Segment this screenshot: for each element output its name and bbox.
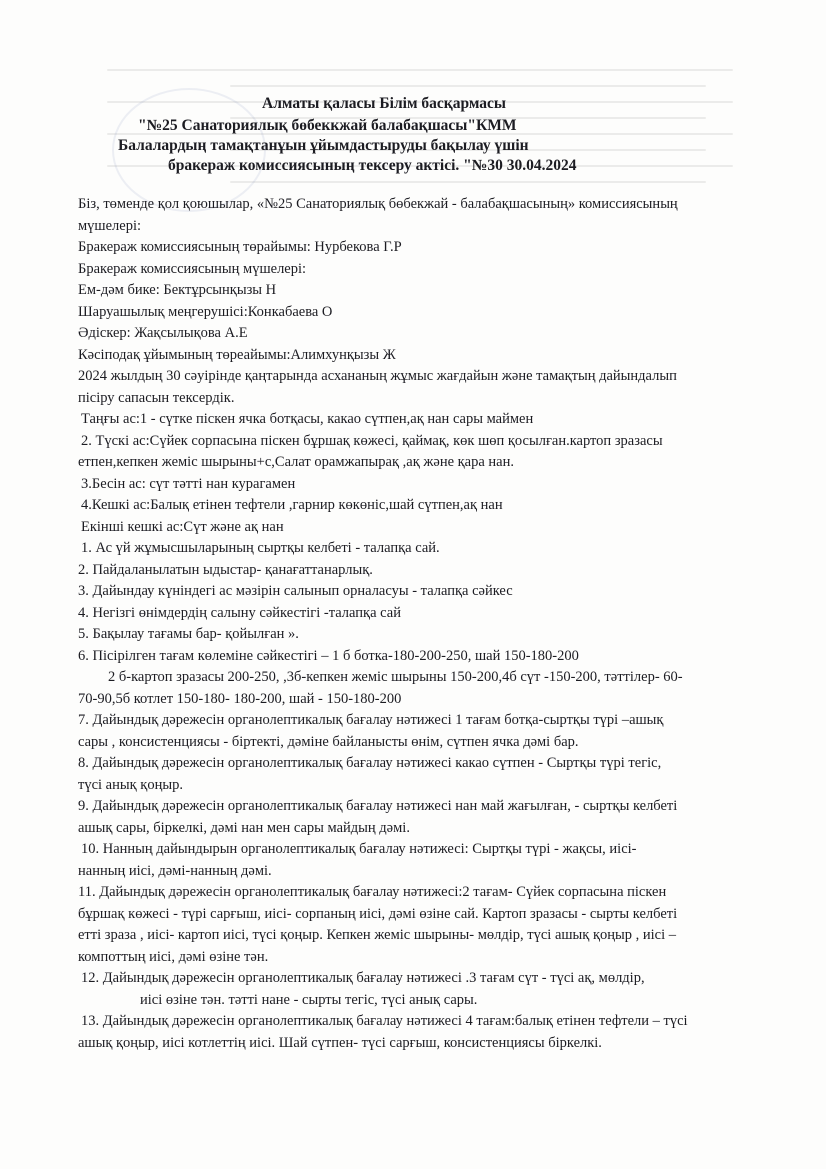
commission-members-label: Бракераж комиссиясының мүшелері: xyxy=(78,260,307,277)
menu-dinner: 4.Кешкі ас:Балық етінен тефтели ,гарнир көкөніс,шай сүтпен,ақ нан xyxy=(81,497,503,513)
check-item: 2. Пайдаланылатын ыдыстар- қанағаттанарлық. xyxy=(78,561,373,578)
check-item-cont: 2 б-картоп зразасы 200-250, ,3б-кепкен жеміс шырыны 150-200,4б сүт -150-200, тәттілер- 60- xyxy=(108,669,683,685)
check-item: 1. Ас үй жұмысшыларының сыртқы келбеті - талапқа сай. xyxy=(81,540,440,556)
header-kindergarten: "№25 Санаториялық бөбеккжай балабақшасы"КММ xyxy=(138,117,517,134)
commission-member: Кәсіподақ ұйымының төреайымы:Алимхунқызы Ж xyxy=(78,346,396,363)
check-item: 3. Дайындау күніндегі ас мәзірін салынып орналасуы - талапқа сәйкес xyxy=(78,583,513,599)
commission-member: Шаруашылық меңгерушісі:Конкабаева О xyxy=(78,303,333,320)
intro-line: Біз, төменде қол қоюшылар, «№25 Санаториялық бөбекжай - балабақшасының» комиссиясының xyxy=(78,196,678,212)
menu-breakfast: Таңғы ас:1 - сүтке піскен ячка ботқасы, какао сүтпен,ақ нан сары маймен xyxy=(81,411,534,427)
check-item-cont: сары , консистенциясы - біртекті, дәміне байланысты өнім, сүтпен ячка дәмі бар. xyxy=(78,733,579,750)
statement-line: 2024 жылдың 30 сәуірінде қаңтарында асхананың жұмыс жағдайын және тамақтың дайындалып xyxy=(78,368,677,384)
check-item-cont: нанның иісі, дәмі-нанның дәмі. xyxy=(78,862,272,879)
check-item: 11. Дайындық дәрежесін органолептикалық бағалау нәтижесі:2 тағам- Сүйек сорпасына піскен xyxy=(78,884,667,900)
menu-second-dinner: Екінші кешкі ас:Сүт және ақ нан xyxy=(81,518,284,535)
check-item: 13. Дайындық дәрежесін органолептикалық бағалау нәтижесі 4 тағам:балық етінен тефтели – түсі xyxy=(81,1013,688,1029)
check-item-cont: иісі өзіне тән. тәтті нане - сырты тегіс, түсі анық сары. xyxy=(140,991,478,1008)
check-item: 6. Пісірілген тағам көлеміне сәйкестігі – 1 б ботка-180-200-250, шай 150-180-200 xyxy=(78,647,579,664)
check-item-cont: түсі анық қоңыр. xyxy=(78,776,183,793)
check-item-cont: бұршақ көжесі - түрі сарғыш, иісі- сорпаның иісі, дәмі өзіне сай. Картоп зразасы - сырты келбеті xyxy=(78,905,678,922)
commission-chair: Бракераж комиссиясының төрайымы: Нурбекова Г.Р xyxy=(78,239,402,255)
header-organization: Алматы қаласы Білім басқармасы xyxy=(262,95,507,112)
commission-member: Әдіскер: Жақсылықова А.Е xyxy=(78,325,248,341)
menu-snack: 3.Бесін ас: сүт тәтті нан курагамен xyxy=(81,475,296,492)
statement-line: пісіру сапасын тексердік. xyxy=(78,389,235,406)
check-item: 10. Нанның дайындырын органолептикалық бағалау нәтижесі: Сыртқы түрі - жақсы, иісі- xyxy=(81,841,637,857)
menu-lunch: 2. Түскі ас:Сүйек сорпасына піскен бұршақ көжесі, қаймақ, көк шөп қосылған.картоп зразасы xyxy=(81,432,663,449)
check-item-cont: ашық сары, біркелкі, дәмі нан мен сары майдың дәмі. xyxy=(78,819,410,836)
menu-lunch-cont: етпен,кепкен жеміс шырыны+с,Салат орамжапырақ ,ақ және қара нан. xyxy=(78,454,515,470)
check-item: 7. Дайындық дәрежесін органолептикалық бағалау нәтижесі 1 тағам ботқа-сыртқы түрі –ашық xyxy=(78,712,664,728)
check-item: 9. Дайындық дәрежесін органолептикалық бағалау нәтижесі нан май жағылған, - сыртқы келбеті xyxy=(78,798,678,814)
check-item-cont: ашық қоңыр, иісі котлеттің иісі. Шай сүтпен- түсі сарғыш, консистенциясы біркелкі. xyxy=(78,1034,602,1051)
check-item-cont: компоттың иісі, дәмі өзіне тән. xyxy=(78,948,269,965)
check-item: 12. Дайындық дәрежесін органолептикалық бағалау нәтижесі .3 тағам сүт - түсі ақ, мөлдір, xyxy=(81,970,645,986)
check-item: 5. Бақылау тағамы бар- қойылған ». xyxy=(78,626,299,642)
check-item: 8. Дайындық дәрежесін органолептикалық бағалау нәтижесі какао сүтпен - Сыртқы түрі тегіс, xyxy=(78,755,662,771)
check-item-cont: етті зраза , иісі- картоп иісі, түсі қоңыр. Кепкен жеміс шырыны- мөлдір, түсі ашық қоңыр , иісі – xyxy=(78,927,677,943)
check-item: 4. Негізгі өнімдердің салыну сәйкестігі -талапқа сай xyxy=(78,604,401,621)
header-act-title: бракераж комиссиясының тексеру актісі. "№30 30.04.2024 xyxy=(168,157,577,174)
act-body xyxy=(78,194,788,1054)
check-item-cont: 70-90,5б котлет 150-180- 180-200, шай - 150-180-200 xyxy=(78,690,402,707)
intro-line: мүшелері: xyxy=(78,217,142,234)
header-subject: Балалардың тамақтанұын ұйымдастыруды бақылау үшін xyxy=(118,137,529,154)
commission-member: Ем-дәм бике: Бектұрсынқызы Н xyxy=(78,282,277,298)
